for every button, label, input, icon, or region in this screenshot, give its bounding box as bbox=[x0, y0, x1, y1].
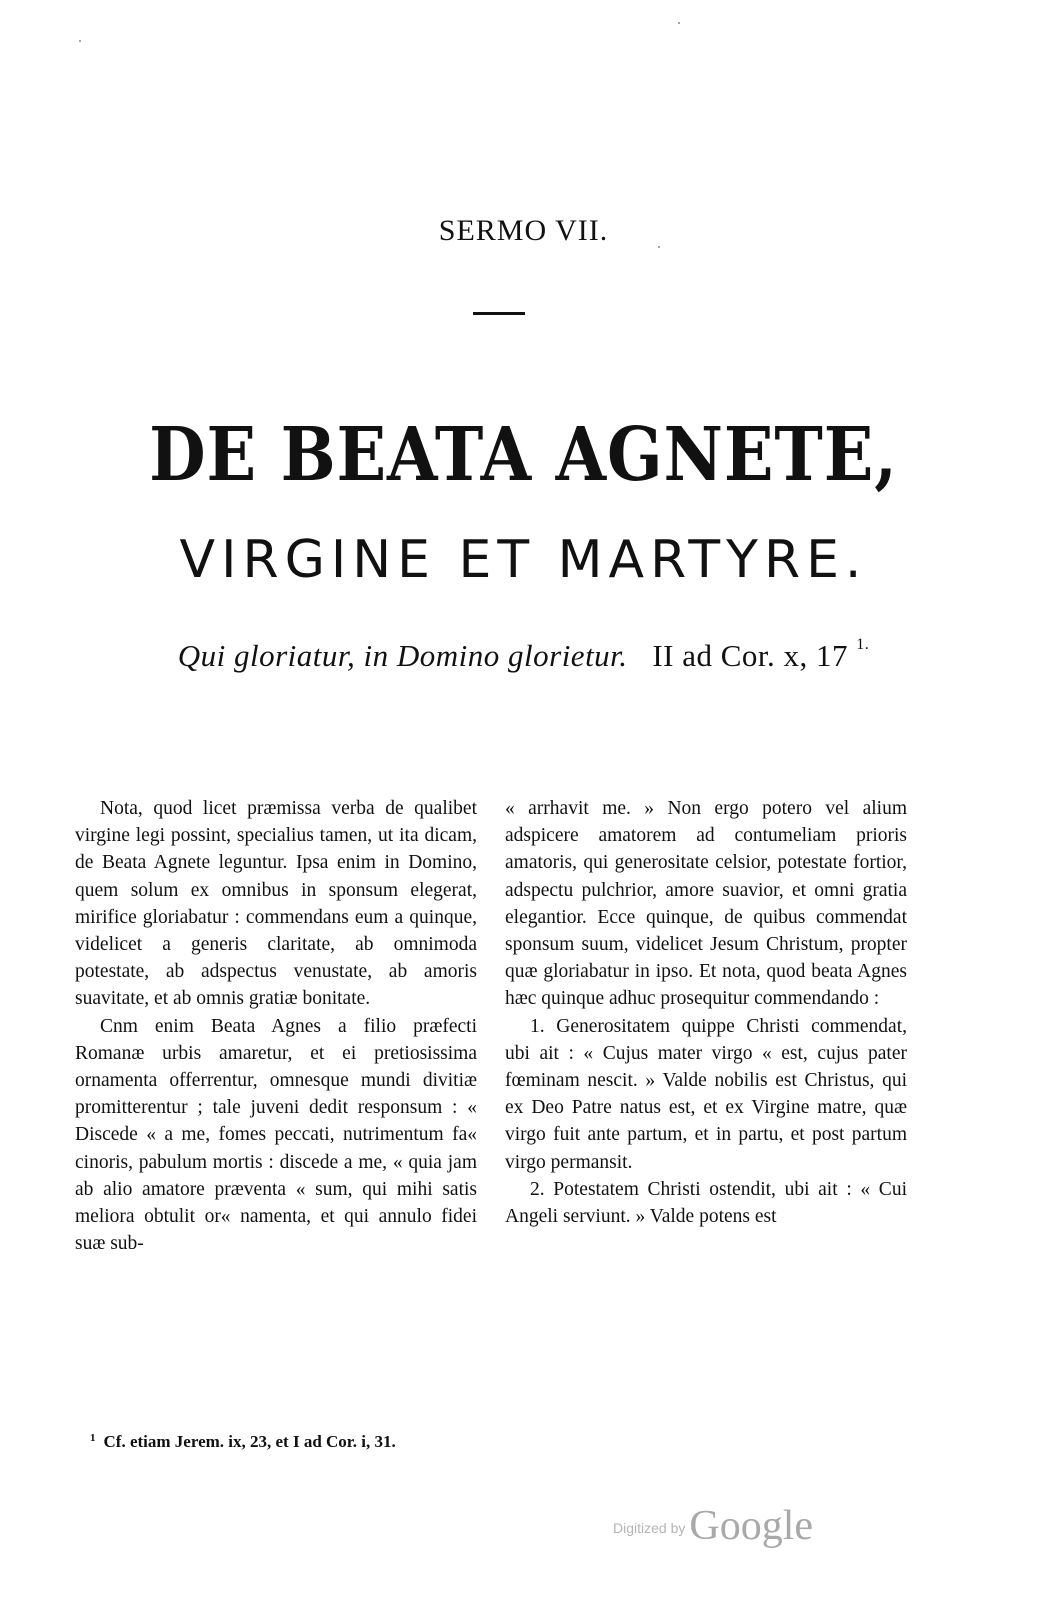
paper-speck bbox=[79, 40, 81, 42]
paper-speck bbox=[678, 22, 680, 24]
google-logo: Google bbox=[689, 1503, 814, 1549]
epigraph-quote: Qui gloriatur, in Domino glorietur. bbox=[177, 638, 628, 673]
title-divider bbox=[473, 312, 525, 315]
left-text-column bbox=[75, 795, 477, 1257]
sermo-heading: SERMO VII. bbox=[438, 214, 609, 247]
watermark-prefix: Digitized by bbox=[613, 1520, 686, 1536]
left-paragraph-2: Cnm enim Beata Agnes a filio præfecti Romanæ urbis amaretur, et ei pretiosissima ornamenta offerrentur, omnesque mundi divitiæ promitterentur ; tale juveni dedit responsum : « Discede « a me, fomes peccati, nutrimentum fa« cinoris, pabulum mortis : discede a me, « quia jam ab alio amatore præventa « sum, qui mihi satis meliora obtulit or« namenta, et qui annulo fidei suæ sub- bbox=[75, 1015, 477, 1255]
right-paragraph-1: « arrhavit me. » Non ergo potero vel alium adspicere amatorem ad contumeliam prioris amatoris, qui generositate celsior, potestate fortior, adspectu pulchrior, amore suavior, et omni gratia elegantior. Ecce quinque, de quibus commendat sponsum suum, videlicet Jesum Christum, propter quæ gloriabatur in ipso. Et nota, quod beata Agnes hæc quinque adhuc prosequitur commendando : bbox=[505, 798, 907, 1010]
digitized-watermark bbox=[613, 1502, 813, 1550]
right-paragraph-2: 1. Generositatem quippe Christi commendat, ubi ait : « Cujus mater virgo « est, cujus pater fœminam nescit. » Valde nobilis est Christus, qui ex Deo Patre natus est, et ex Virgine matre, quæ virgo fuit ante partum, et in partu, et post partum virgo permansit. bbox=[505, 1015, 907, 1173]
footnote-text: Cf. etiam Jerem. ix, 23, et I ad Cor. i, 31. bbox=[103, 1432, 396, 1451]
footnote bbox=[90, 1432, 396, 1452]
footnote-mark: 1 bbox=[90, 1432, 96, 1444]
right-paragraph-3: 2. Potestatem Christi ostendit, ubi ait : « Cui Angeli serviunt. » Valde potens est bbox=[505, 1178, 907, 1228]
epigraph bbox=[0, 638, 1047, 674]
page-subtitle: VIRGINE ET MARTYRE. bbox=[179, 530, 868, 590]
left-paragraph-1: Nota, quod licet præmissa verba de qualibet virgine legi possint, specialius tamen, ut ita dicam, de Beata Agnete leguntur. Ipsa enim in Domino, quem solum ex omnibus in sponsum elegerat, mirifice gloriabatur : commendans eum a quinque, videlicet a generis claritate, ab omnimoda potestate, ab adspectus venustate, ab amoris suavitate, et ab omnis gratiæ bonitate. bbox=[75, 798, 477, 1010]
footnote-reference-mark: 1. bbox=[856, 636, 870, 653]
page-title: DE BEATA AGNETE, bbox=[149, 412, 898, 498]
right-text-column bbox=[505, 795, 907, 1230]
epigraph-reference: II ad Cor. x, 17 bbox=[652, 638, 849, 673]
